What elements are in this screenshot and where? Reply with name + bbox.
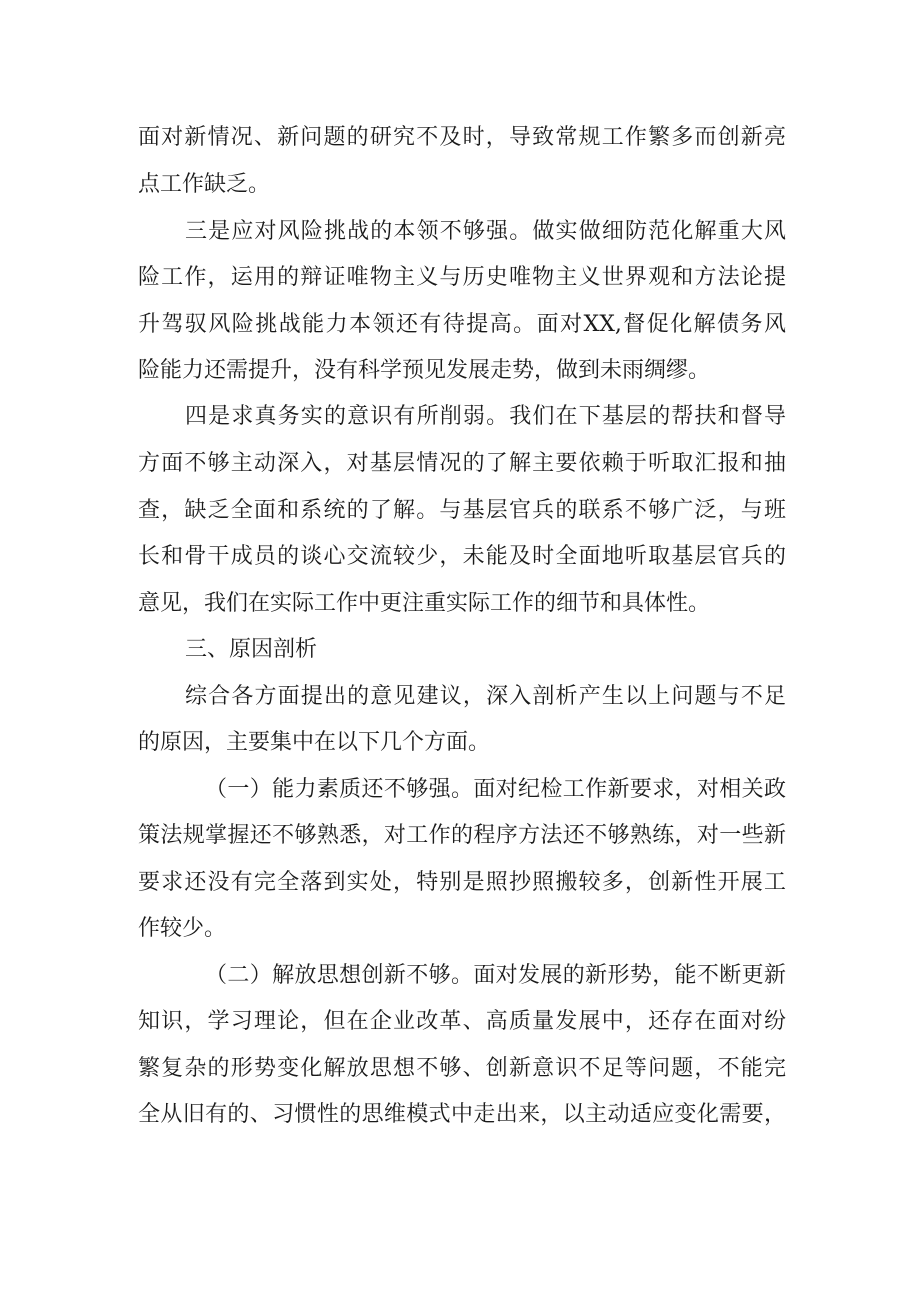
text-line: 长和骨干成员的谈心交流较少，未能及时全面地听取基层官兵的 bbox=[138, 544, 786, 569]
text-line: 升驾驭风险挑战能力本领还有待提高。面对XX,督促化解债务风 bbox=[138, 312, 786, 337]
text-line: 险工作，运用的辩证唯物主义与历史唯物主义世界观和方法论提 bbox=[138, 265, 786, 290]
text-line: 方面不够主动深入，对基层情况的了解主要依赖于听取汇报和抽 bbox=[138, 451, 786, 476]
text-line: 综合各方面提出的意见建议，深入剖析产生以上问题与不足 bbox=[185, 684, 786, 709]
text-line: 险能力还需提升，没有科学预见发展走势，做到未雨绸缪。 bbox=[138, 358, 711, 383]
text-line: 知识，学习理论，但在企业改革、高质量发展中，还存在面对纷 bbox=[138, 1009, 786, 1034]
text-line: 策法规掌握还不够熟悉，对工作的程序方法还不够熟练，对一些新 bbox=[138, 823, 786, 848]
text-line: 要求还没有完全落到实处，特别是照抄照搬较多，创新性开展工 bbox=[138, 870, 786, 895]
text-line: 作较少。 bbox=[138, 916, 227, 941]
text-line: 全从旧有的、习惯性的思维模式中走出来，以主动适应变化需要， bbox=[138, 1102, 786, 1127]
text-line: （二）解放思想创新不够。面对发展的新形势，能不断更新 bbox=[205, 963, 786, 988]
text-line: （一）能力素质还不够强。面对纪检工作新要求，对相关政 bbox=[205, 777, 786, 802]
text-line: 三是应对风险挑战的本领不够强。做实做细防范化解重大风 bbox=[185, 219, 786, 244]
text-line: 点工作缺乏。 bbox=[138, 172, 271, 197]
text-line: 的原因，主要集中在以下几个方面。 bbox=[138, 730, 491, 755]
text-line: 面对新情况、新问题的研究不及时，导致常规工作繁多而创新亮 bbox=[138, 125, 786, 150]
text-line: 四是求真务实的意识有所削弱。我们在下基层的帮扶和督导 bbox=[185, 404, 786, 429]
text-line: 查，缺乏全面和系统的了解。与基层官兵的联系不够广泛，与班 bbox=[138, 498, 786, 523]
section-heading: 三、原因剖析 bbox=[185, 637, 318, 662]
text-line: 意见，我们在实际工作中更注重实际工作的细节和具体性。 bbox=[138, 591, 711, 616]
text-line: 繁复杂的形势变化解放思想不够、创新意识不足等问题，不能完 bbox=[138, 1056, 786, 1081]
